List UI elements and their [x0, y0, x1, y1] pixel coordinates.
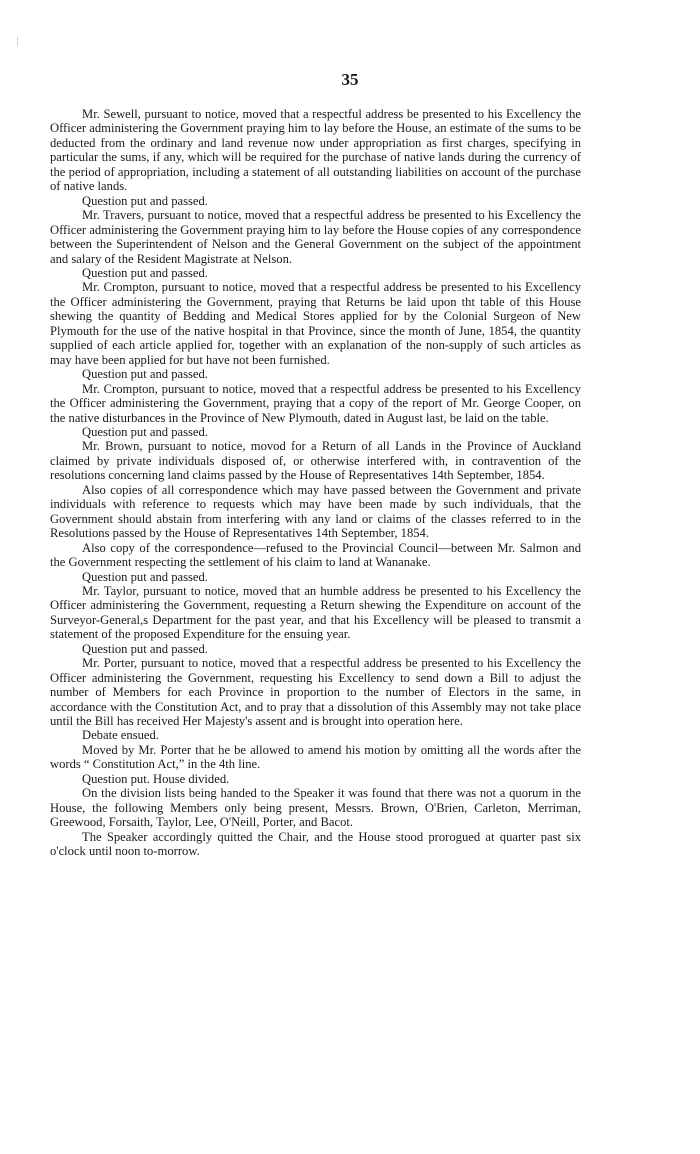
page-number: 35: [341, 70, 359, 89]
debate-note: Debate ensued.: [82, 728, 159, 743]
margin-mark: [17, 37, 18, 46]
paragraph-salmon-correspondence: Also copy of the correspondence—refused to the Provincial Council—between Mr. Salmon and the Government respecting the settlement of his claim to land at Wananake.: [50, 540, 581, 570]
paragraph-travers-motion: Mr. Travers, pursuant to notice, moved that a respectful address be presented to his Excellency the Officer administering the Government praying him to lay before the House copies of any correspondence between the Superintendent of Nelson and the General Government on the subject of the appointment and salary of the Resident Magistrate at Nelson.: [50, 208, 581, 266]
paragraph-prorogued: The Speaker accordingly quitted the Chair, and the House stood prorogued at quarter past six o'clock until noon to-morrow.: [50, 829, 581, 859]
question-result: Question put and passed.: [82, 193, 208, 208]
question-result: Question put and passed.: [82, 641, 208, 656]
question-result: Question put and passed.: [82, 367, 208, 382]
paragraph-crompton-report-motion: Mr. Crompton, pursuant to notice, moved that a respectful address be presented to his Excellency the Officer administering the Government, praying that a copy of the report of Mr. George Cooper, on the native disturbances in the Province of New Plymouth, dated in August last, be laid on the table.: [50, 381, 581, 425]
paragraph-taylor-motion: Mr. Taylor, pursuant to notice, moved that an humble address be presented to his Excellency the Officer administering the Government, requesting a Return shewing the Expenditure on account of the Surveyor-General,s Department for the past year, and that his Excellency will be pleased to transmit a statement of the proposed Expenditure for the ensuing year.: [50, 583, 581, 642]
paragraph-quorum: On the division lists being handed to the Speaker it was found that there was not a quorum in the House, the following Members only being present, Messrs. Brown, O'Brien, Carleton, Merriman, Greewood, Forsaith, Taylor, Lee, O'Neill, Porter, and Bacot.: [50, 786, 581, 830]
question-result: Question put and passed.: [82, 569, 208, 584]
journal-text: [50, 107, 581, 859]
question-result: Question put and passed.: [82, 265, 208, 280]
paragraph-sewell-motion: Mr. Sewell, pursuant to notice, moved that a respectful address be presented to his Excellency the Officer administering the Government praying him to lay before the House, an estimate of the sums to be deducted from the ordinary and land revenue now under appropriation as first charges, specifying in particular the sums, if any, which will be required for the purchase of native lands during the currency of the period of appropriation, including a statement of all outstanding liabilities on account of the purchase of native lands.: [50, 107, 581, 194]
paragraph-brown-motion: Mr. Brown, pursuant to notice, movod for a Return of all Lands in the Province of Auckland claimed by private individuals disposed of, or otherwise interfered with, in contravention of the resolutions concerning land claims passed by the House of Representatives 14th September, 1854.: [50, 439, 581, 483]
paragraph-porter-amendment: Moved by Mr. Porter that he be allowed to amend his motion by omitting all the words after the words “ Constitution Act,” in the 4th line.: [50, 742, 581, 772]
division-note: Question put. House divided.: [82, 771, 230, 786]
paragraph-brown-correspondence: Also copies of all correspondence which may have passed between the Government and private individuals with reference to requests which may have been made by such individuals, that the Government should abstain from interfering with any land or claims of the classes referred to in the Resolutions passed by the House of Representatives 14th September, 1854.: [50, 482, 581, 541]
paragraph-porter-motion: Mr. Porter, pursuant to notice, moved that a respectful address be presented to his Excellency the Officer administering the Government, requesting his Excellency to send down a Bill to adjust the number of Members for each Province in proportion to the number of Electors in the same, in accordance with the Constitution Act, and to pray that a dissolution of this Assembly may not take place until the Bill has received Her Majesty's assent and is brought into operation here.: [50, 656, 581, 729]
question-result: Question put and passed.: [82, 424, 208, 439]
paragraph-crompton-returns-motion: Mr. Crompton, pursuant to notice, moved that a respectful address be presented to his Excellency the Officer administering the Government, praying that Returns be laid upon tht table of this House shewing the quantity of Bedding and Medical Stores applied for by the Colonial Surgeon of New Plymouth for the use of the native hospital in that Province, since the month of June, 1854, the quantity supplied of each article applied for, together with an explanation of the non-supply of such articles as may have been applied for but have not been furnished.: [50, 280, 581, 367]
